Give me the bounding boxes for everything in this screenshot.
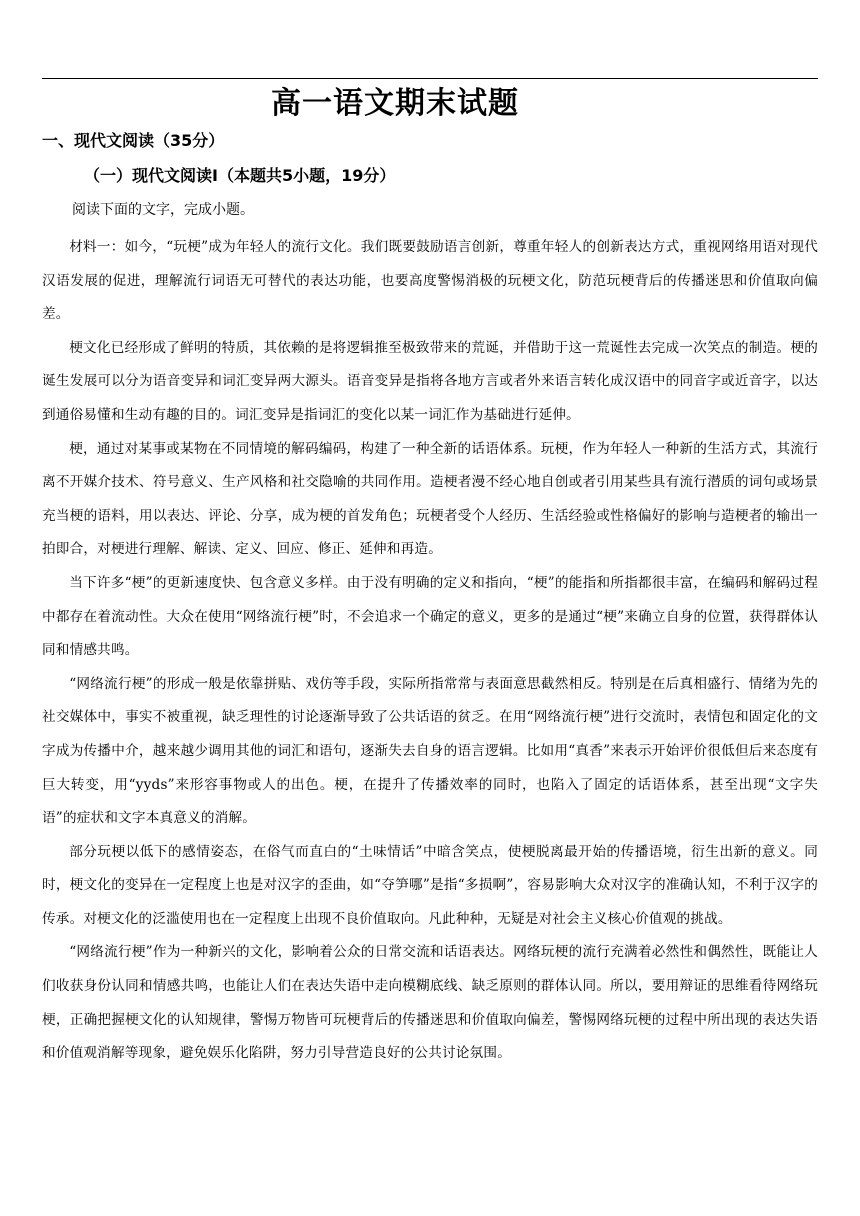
header-rule bbox=[42, 78, 818, 79]
paragraph: 材料一：如今，“玩梗”成为年轻人的流行文化。我们既要鼓励语言创新，尊重年轻人的创新表达方式，重视网络用语对现代汉语发展的促进，理解流行词语无可替代的表达功能，也要高度警惕消极的玩梗文化，防范玩梗背后的传播迷思和价值取向偏差。 bbox=[42, 239, 818, 323]
paragraph: 当下许多“梗”的更新速度快、包含意义多样。由于没有明确的定义和指向，“梗”的能指和所指都很丰富，在编码和解码过程中都存在着流动性。大众在使用“网络流行梗”时，不会追求一个确定的意义，更多的是通过“梗”来确立自身的位置，获得群体认同和情感共鸣。 bbox=[42, 574, 818, 659]
paragraph: “网络流行梗”的形成一般是依靠拼贴、戏仿等手段，实际所指常常与表面意思截然相反。特别是在后真相盛行、情绪为先的社交媒体中，事实不被重视，缺乏理性的讨论逐渐导致了公共话语的贫乏。在用“网络流行梗”进行交流时，表情包和固定化的文字成为传播中介，越来越少调用其他的词汇和语句，逐渐失去自身的语言逻辑。比如用“真香”来表示开始评价很低但后来态度有巨大转变，用“yyds”来形容事物或人的出色。梗，在提升了传播效率的同时，也陷入了固定的话语体系，甚至出现“文字失语”的症状和文字本真意义的消解。 bbox=[42, 675, 818, 827]
paragraph: 梗文化已经形成了鲜明的特质，其依赖的是将逻辑推至极致带来的荒诞，并借助于这一荒诞性去完成一次笑点的制造。梗的诞生发展可以分为语音变异和词汇变异两大源头。语音变异是指将各地方言或者外来语言转化成汉语中的同音字或近音字，以达到通俗易懂和生动有趣的目的。词汇变异是指词汇的变化以某一词汇作为基础进行延伸。 bbox=[42, 339, 818, 423]
paragraph: “网络流行梗”作为一种新兴的文化，影响着公众的日常交流和话语表达。网络玩梗的流行充满着必然性和偶然性，既能让人们收获身份认同和情感共鸣，也能让人们在表达失语中走向模糊底线、缺乏原则的群体认同。所以，要用辩证的思维看待网络玩梗，正确把握梗文化的认知规律，警惕万物皆可玩梗背后的传播迷思和价值取向偏差，警惕网络玩梗的过程中所出现的表达失语和价值观消解等现象，避免娱乐化陷阱，努力引导营造良好的公共讨论氛围。 bbox=[42, 944, 818, 1062]
paragraph: 梗，通过对某事或某物在不同情境的解码编码，构建了一种全新的话语体系。玩梗，作为年轻人一种新的生活方式，其流行离不开媒介技术、符号意义、生产风格和社交隐喻的共同作用。造梗者漫不经心地自创或者引用某些具有流行潜质的词句或场景充当梗的语料，用以表达、评论、分享，成为梗的首发角色；玩梗者受个人经历、生活经验或性格偏好的影响与造梗者的输出一拍即合，对梗进行理解、解读、定义、回应、修正、延伸和再造。 bbox=[42, 440, 818, 558]
sub-heading: （一）现代文阅读Ⅰ（本题共5小题，19分） bbox=[84, 166, 396, 185]
article-body bbox=[42, 231, 818, 1071]
page-title: 高一语文期末试题 bbox=[271, 86, 519, 121]
section-heading: 一、现代文阅读（35分） bbox=[42, 131, 225, 150]
paragraph: 部分玩梗以低下的感情姿态，在俗气而直白的“土味情话”中暗含笑点，使梗脱离最开始的传播语境，衍生出新的意义。同时，梗文化的变异在一定程度上也是对汉字的歪曲，如“夺笋哪”是指“多损啊”，容易影响大众对汉字的准确认知，不利于汉字的传承。对梗文化的泛滥使用也在一定程度上出现不良价值取向。凡此种种，无疑是对社会主义核心价值观的挑战。 bbox=[42, 843, 818, 927]
reading-instruction: 阅读下面的文字，完成小题。 bbox=[72, 202, 254, 218]
